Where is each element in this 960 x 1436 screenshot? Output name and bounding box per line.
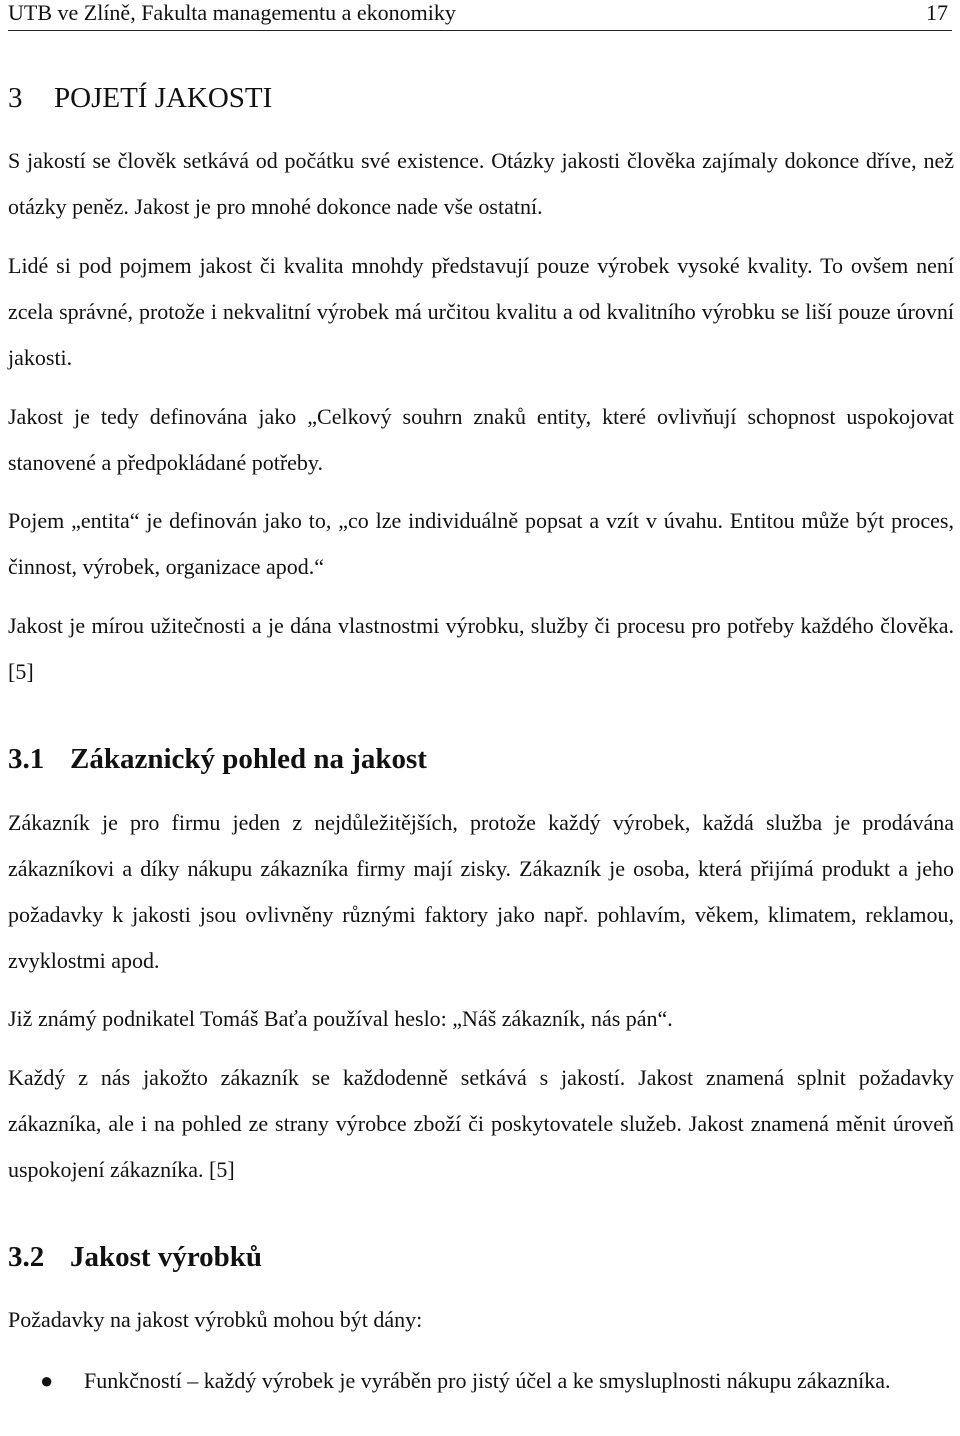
paragraph: Jakost je mírou užitečnosti a je dána vlastnostmi výrobku, služby či procesu pro potřeby každého člověka. [5]	[8, 613, 954, 684]
section-title: Zákaznický pohled na jakost	[70, 743, 427, 775]
paragraph: Každý z nás jakožto zákazník se každodenně setkává s jakostí. Jakost znamená splnit požadavky zákazníka, ale i na pohled ze strany výrobce zboží či poskytovatele služeb. Jakost znamená měnit úroveň uspokojení zákazníka. [5]	[8, 1065, 954, 1182]
paragraph: Jakost je tedy definována jako „Celkový souhrn znaků entity, které ovlivňují schopnost uspokojovat stanovené a předpokládané potřeby.	[8, 404, 954, 475]
chapter-heading	[8, 80, 272, 116]
chapter-number: 3	[8, 82, 23, 114]
section-number: 3.1	[8, 743, 45, 775]
page-header	[8, 0, 952, 31]
paragraph: S jakostí se člověk setkává od počátku své existence. Otázky jakosti člověka zajímaly dokonce dříve, než otázky peněz. Jakost je pro mnohé dokonce nade vše ostatní.	[8, 148, 954, 219]
section-title: Jakost výrobků	[70, 1241, 263, 1273]
section-number: 3.2	[8, 1241, 45, 1273]
chapter-title: POJETÍ JAKOSTI	[54, 82, 273, 114]
page-number: 17	[926, 0, 948, 25]
bullet-icon: ●	[40, 1368, 54, 1393]
paragraph: Lidé si pod pojmem jakost či kvalita mnohdy představují pouze výrobek vysoké kvality. To ovšem není zcela správné, protože i nekvalitní výrobek má určitou kvalitu a od kvalitního výrobku se liší pouze úrovní jakosti.	[8, 253, 954, 370]
header-title: UTB ve Zlíně, Fakulta managementu a ekonomiky	[8, 0, 456, 25]
section-heading	[8, 741, 427, 777]
paragraph: Zákazník je pro firmu jeden z nejdůležitějších, protože každý výrobek, každá služba je prodávána zákazníkovi a díky nákupu zákazníka firmy mají zisky. Zákazník je osoba, která přijímá produkt a jeho požadavky k jakosti jsou ovlivněny různými faktory jako např. pohlavím, věkem, klimatem, reklamou, zvyklostmi apod.	[8, 810, 954, 973]
section-heading	[8, 1239, 262, 1275]
paragraph: Již známý podnikatel Tomáš Baťa používal heslo: „Náš zákazník, nás pán“.	[8, 1006, 673, 1031]
paragraph: Pojem „entita“ je definován jako to, „co lze individuálně popsat a vzít v úvahu. Entitou může být proces, činnost, výrobek, organizace apod.“	[8, 508, 954, 579]
list-item: Funkčností – každý výrobek je vyráběn pro jistý účel a ke smysluplnosti nákupu zákazníka.	[84, 1368, 891, 1393]
paragraph: Požadavky na jakost výrobků mohou být dány:	[8, 1307, 423, 1332]
